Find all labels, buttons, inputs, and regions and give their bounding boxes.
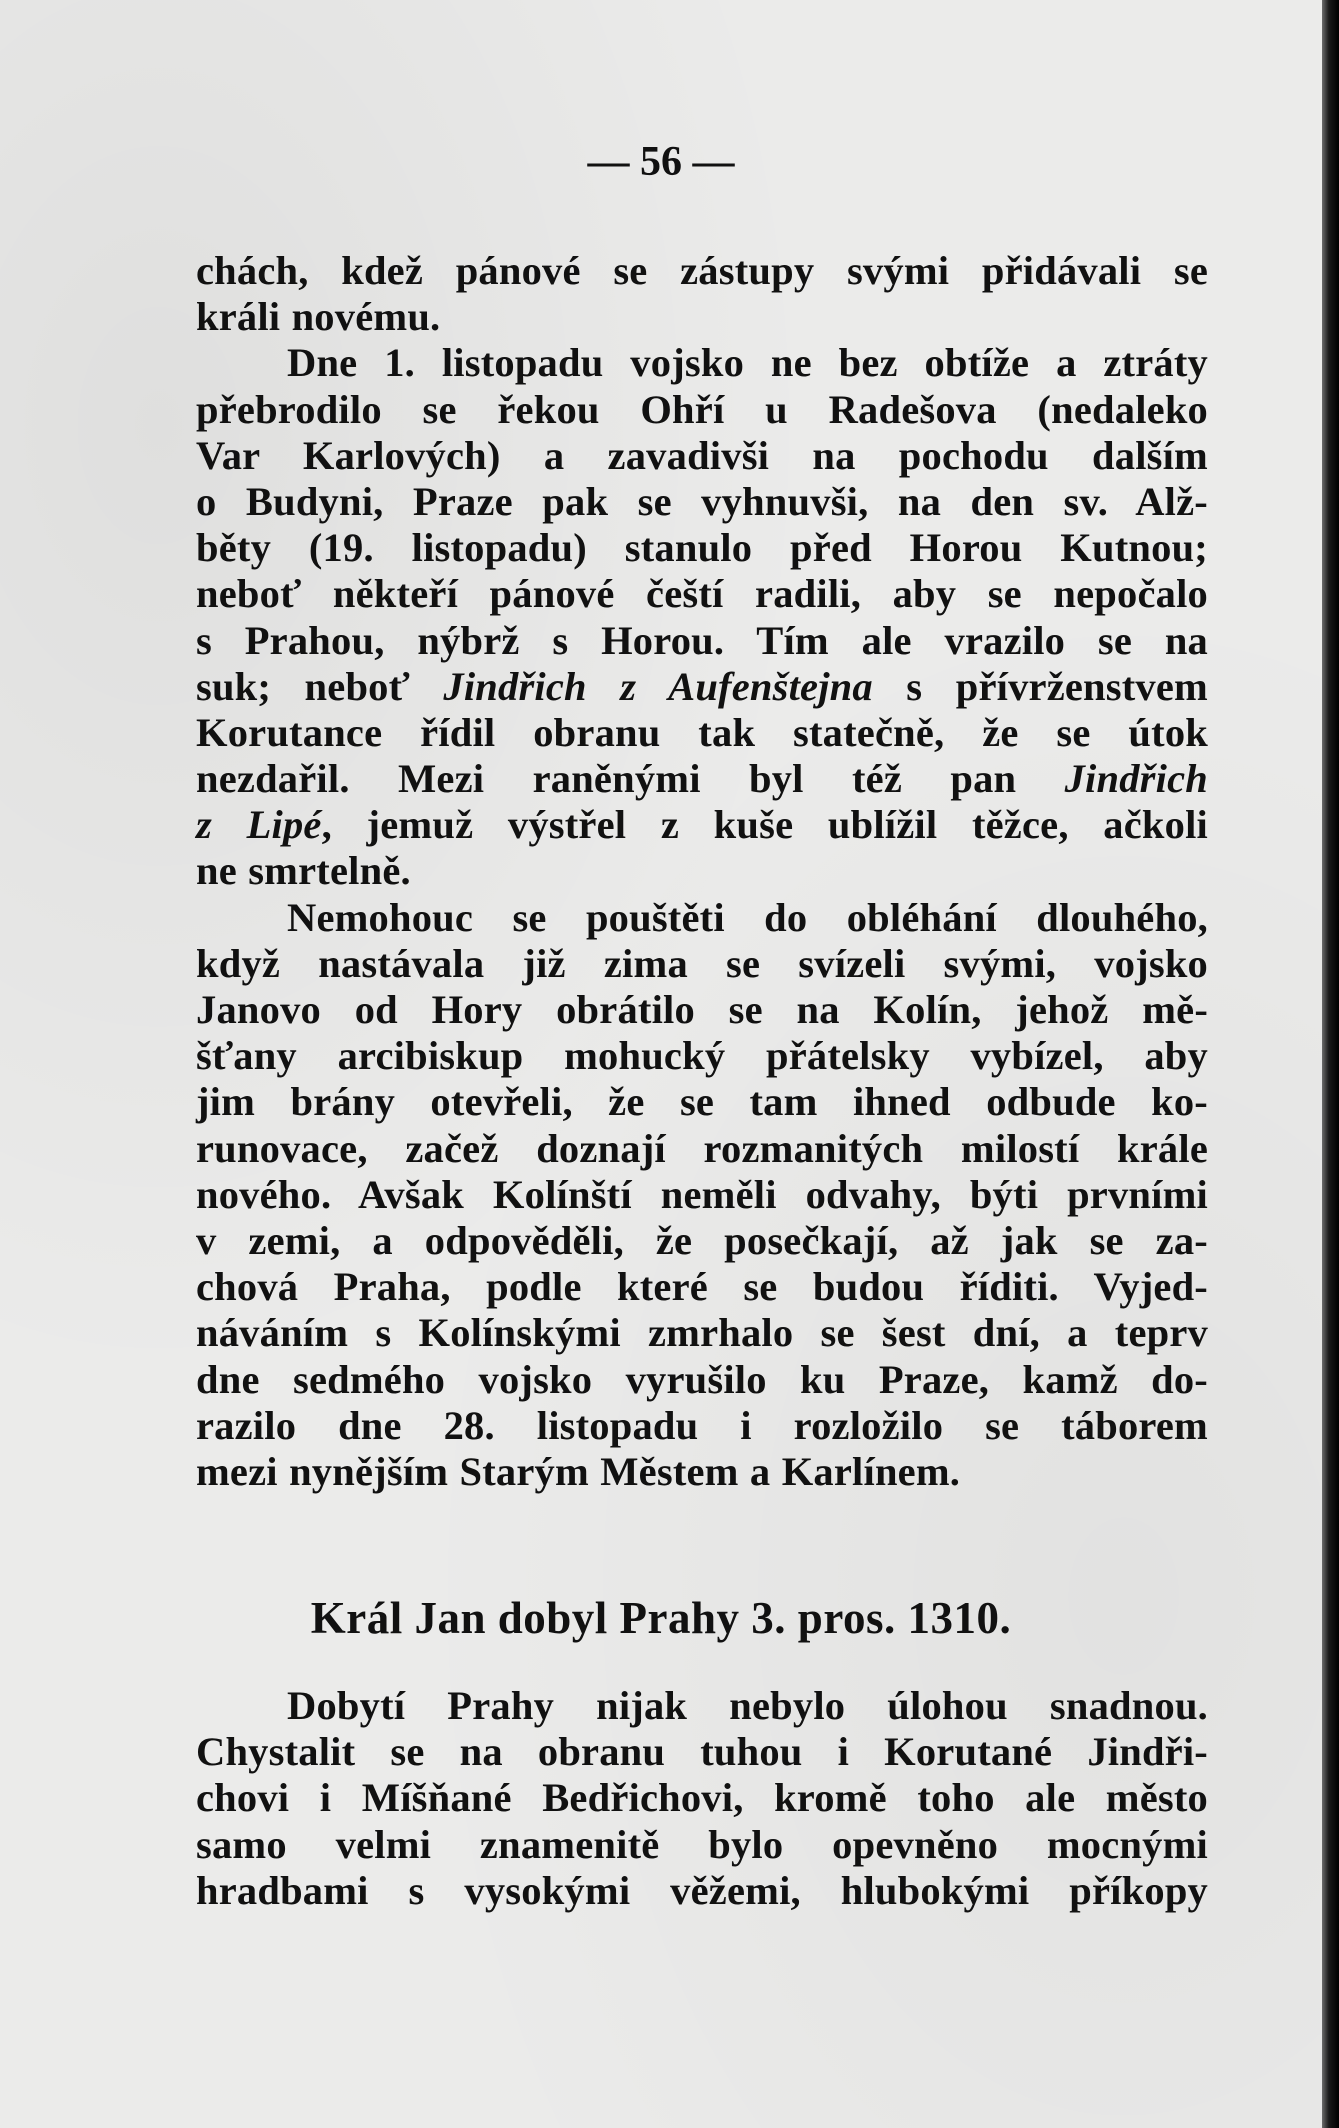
text-line: chách, kdež pánové se zástupy svými přidávali se bbox=[196, 248, 1208, 293]
text-line bbox=[196, 664, 1208, 710]
text-run: , jemuž výstřel z kuše ublížil těžce, ačkoli bbox=[321, 802, 1208, 848]
text-line: jim brány otevřeli, že se tam ihned odbude ko- bbox=[196, 1079, 1208, 1125]
italic-name: Jindřich z Aufenštejna bbox=[443, 663, 873, 709]
page-edge-shadow bbox=[1322, 0, 1339, 2128]
text-line: nového. Avšak Kolínští neměli odvahy, býti prvními bbox=[196, 1171, 1208, 1217]
text-line: o Budyni, Praze pak se vyhnuvši, na den sv. Alž- bbox=[196, 478, 1208, 524]
body-text-bottom bbox=[196, 1683, 1208, 1914]
text-line: přebrodilo se řekou Ohří u Radešova (nedaleko bbox=[196, 386, 1208, 432]
text-line: Nemohouc se pouštěti do obléhání dlouhého, bbox=[287, 894, 1208, 940]
text-line: když nastávala již zima se svízeli svými, vojsko bbox=[196, 940, 1208, 986]
text-line: chová Praha, podle které se budou říditi. Vyjed- bbox=[196, 1264, 1208, 1310]
text-line: Var Karlových) a zavadivši na pochodu dalším bbox=[196, 432, 1208, 478]
text-line: králi novému. bbox=[196, 294, 441, 340]
text-run: suk; neboť bbox=[196, 663, 444, 709]
text-line: náváním s Kolínskými zmrhalo se šest dní, a teprv bbox=[196, 1310, 1208, 1356]
section-heading: Král Jan dobyl Prahy 3. pros. 1310. bbox=[310, 1593, 1012, 1643]
text-line bbox=[196, 756, 1208, 802]
body-text-top bbox=[196, 248, 1208, 1495]
text-line: Chystalit se na obranu tuhou i Korutané Jindři- bbox=[196, 1729, 1208, 1775]
text-line: hradbami s vysokými věžemi, hlubokými příkopy bbox=[196, 1867, 1208, 1913]
text-run: s přívrženstvem bbox=[872, 663, 1208, 709]
text-line: šťany arcibiskup mohucký přátelsky vybízel, aby bbox=[196, 1033, 1208, 1079]
page-number: — 56 — bbox=[587, 139, 735, 185]
text-run: nezdařil. Mezi raněnými byl též pan bbox=[196, 756, 1065, 802]
text-line: neboť někteří pánové čeští radili, aby se nepočalo bbox=[196, 571, 1208, 617]
text-line: samo velmi znamenitě bylo opevněno mocnými bbox=[196, 1821, 1208, 1867]
text-line: razilo dne 28. listopadu i rozložilo se táborem bbox=[196, 1402, 1208, 1448]
text-line: Dne 1. listopadu vojsko ne bez obtíže a ztráty bbox=[287, 340, 1208, 386]
text-line: chovi i Míšňané Bedřichovi, kromě toho ale město bbox=[196, 1775, 1208, 1821]
text-line: runovace, začež doznají rozmanitých milostí krále bbox=[196, 1125, 1208, 1171]
italic-name: Jindřich bbox=[1064, 756, 1208, 802]
text-line: běty (19. listopadu) stanulo před Horou Kutnou; bbox=[196, 525, 1208, 571]
italic-name: z Lipé bbox=[196, 802, 322, 848]
text-line: Janovo od Hory obrátilo se na Kolín, jehož mě- bbox=[196, 987, 1208, 1032]
text-line: Korutance řídil obranu tak statečně, že se útok bbox=[196, 709, 1208, 755]
text-line: ne smrtelně. bbox=[196, 848, 411, 894]
text-line bbox=[196, 802, 1208, 848]
text-line: s Prahou, nýbrž s Horou. Tím ale vrazilo se na bbox=[196, 617, 1208, 663]
text-line: dne sedmého vojsko vyrušilo ku Praze, kamž do- bbox=[196, 1356, 1208, 1402]
text-line: v zemi, a odpověděli, že posečkají, až jak se za- bbox=[196, 1217, 1208, 1263]
text-line: Dobytí Prahy nijak nebylo úlohou snadnou. bbox=[287, 1683, 1208, 1728]
text-line: mezi nynějším Starým Městem a Karlínem. bbox=[196, 1448, 961, 1494]
